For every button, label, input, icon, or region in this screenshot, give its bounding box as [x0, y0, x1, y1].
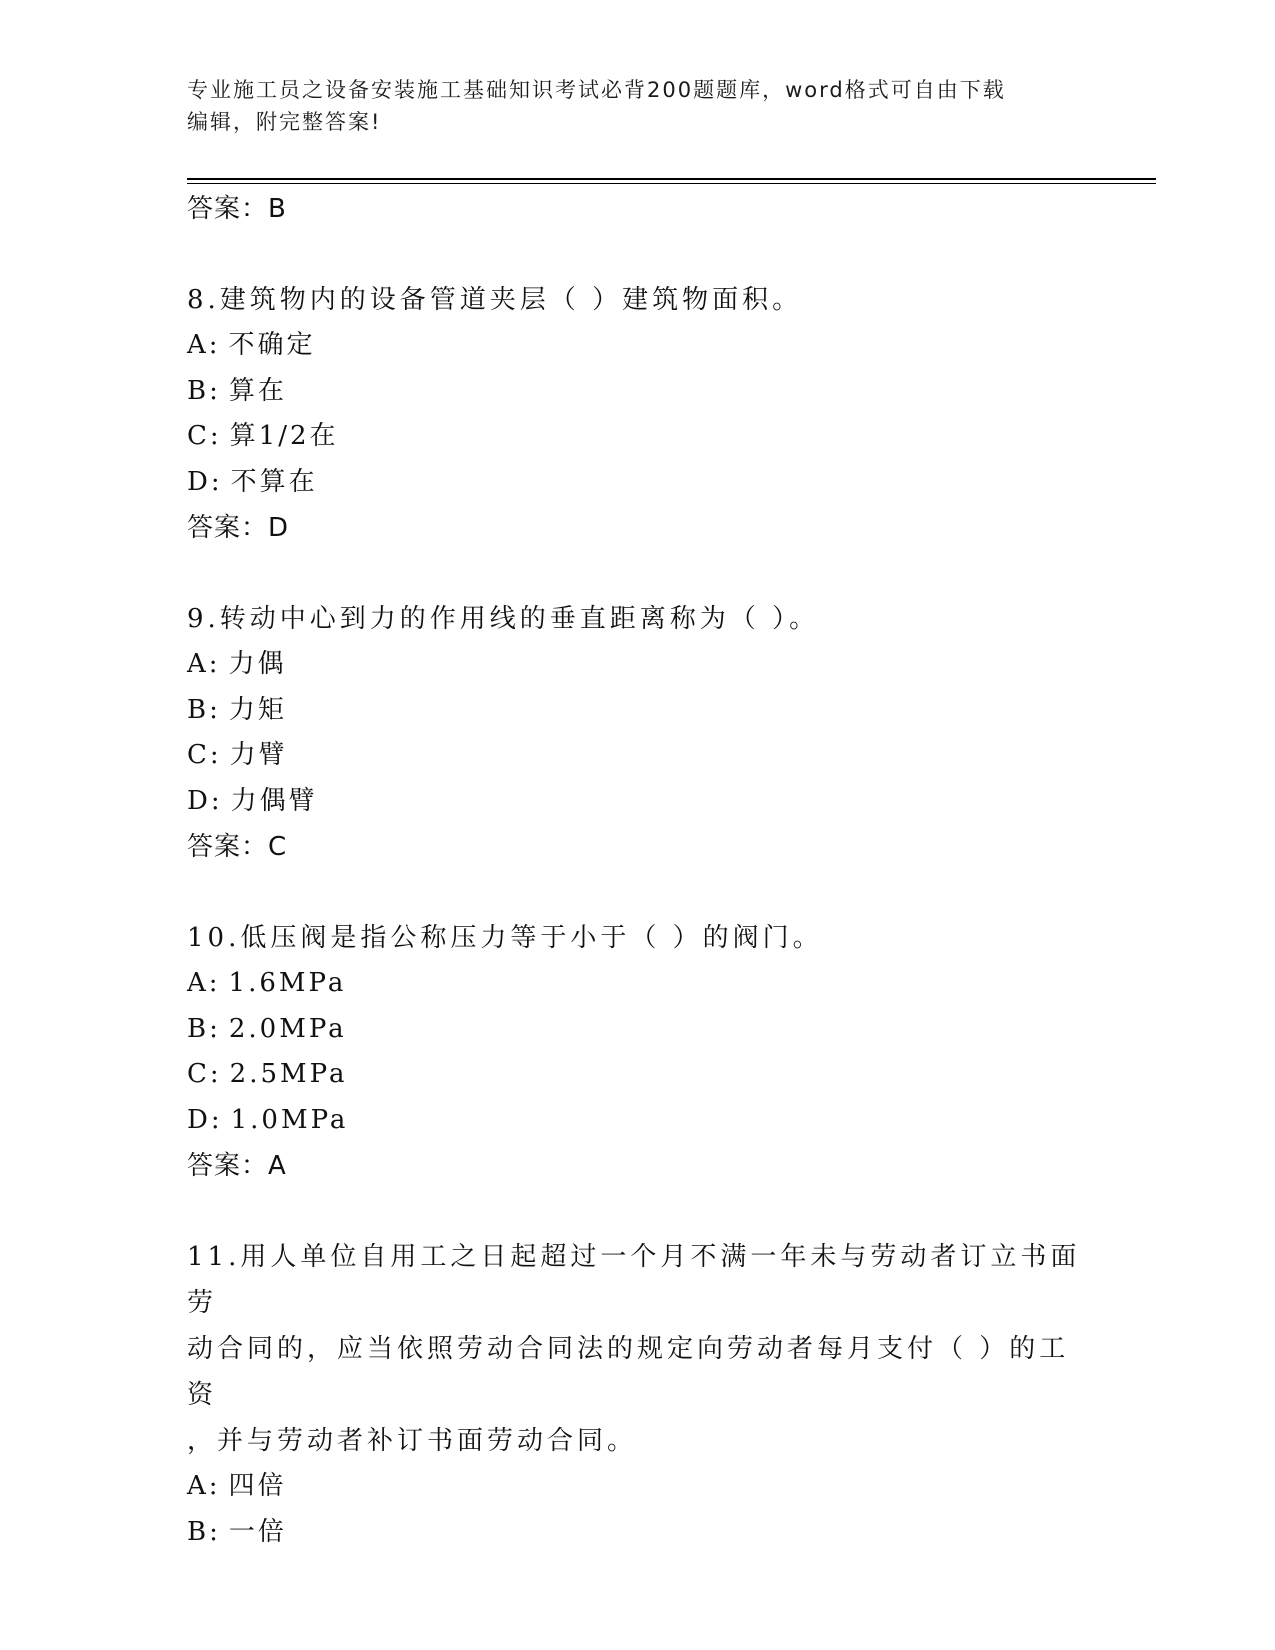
question-block [187, 1234, 1087, 1555]
answer-line: 答案：C [187, 832, 288, 862]
option-text: 四倍 [228, 1471, 287, 1501]
header-divider-thick [187, 178, 1156, 180]
option-text: 一倍 [228, 1516, 287, 1547]
option-text: 算1/2在 [229, 421, 339, 451]
option-text: 力偶 [228, 649, 287, 679]
option-b [187, 1007, 1087, 1053]
question-list [187, 186, 1087, 1555]
question-block [187, 277, 1087, 551]
question-block [187, 915, 1087, 1189]
option-label: B: [187, 1013, 221, 1044]
option-text: 力矩 [228, 694, 287, 725]
question-text-line-3: ，并与劳动者补订书面劳动合同。 [187, 1426, 638, 1456]
question-text-line-1: 11.用人单位自用工之日起超过一个月不满一年未与劳动者订立书面劳 [187, 1242, 1081, 1318]
header-line-1: 专业施工员之设备安装施工基础知识考试必背200题题库，word格式可自由下载 [187, 78, 1006, 102]
option-text: 力臂 [229, 740, 288, 770]
option-label: B: [187, 1516, 221, 1547]
option-label: B: [187, 694, 221, 725]
option-label: C: [187, 1059, 222, 1089]
option-text: 不确定 [228, 330, 316, 360]
answer-line: 答案：D [187, 513, 290, 543]
header-line-2: 编辑，附完整答案! [187, 110, 382, 134]
option-label: A: [187, 1471, 221, 1501]
option-text: 2.0MPa [228, 1013, 347, 1044]
question-text: 8.建筑物内的设备管道夹层（ ）建筑物面积。 [187, 285, 803, 315]
option-c [187, 414, 1087, 460]
option-text: 1.6MPa [228, 968, 347, 998]
question-text: 9.转动中心到力的作用线的垂直距离称为（ ）。 [187, 604, 820, 634]
option-c [187, 1052, 1087, 1098]
option-b [187, 369, 1087, 415]
option-label: C: [187, 421, 222, 451]
option-d [187, 1098, 1087, 1144]
option-a [187, 961, 1087, 1007]
option-text: 不算在 [230, 466, 318, 497]
option-text: 算在 [228, 375, 287, 406]
option-label: A: [187, 968, 221, 998]
option-a [187, 1464, 1087, 1510]
option-label: C: [187, 740, 222, 770]
option-text: 1.0MPa [230, 1104, 349, 1135]
option-text: 2.5MPa [229, 1059, 348, 1089]
document-header [187, 74, 1067, 138]
option-d [187, 460, 1087, 506]
answer-line: 答案：B [187, 194, 287, 224]
header-divider-thin [187, 183, 1156, 184]
question-text: 10.低压阀是指公称压力等于小于（ ）的阀门。 [187, 923, 823, 953]
option-b [187, 1510, 1087, 1556]
question-text-line-2: 动合同的，应当依照劳动合同法的规定向劳动者每月支付（ ）的工资 [187, 1334, 1070, 1410]
option-d [187, 779, 1087, 825]
option-label: A: [187, 649, 221, 679]
option-a [187, 323, 1087, 369]
option-label: D: [187, 1104, 223, 1135]
question-block [187, 596, 1087, 870]
answer-line: 答案：A [187, 1151, 287, 1181]
option-label: D: [187, 466, 223, 497]
option-b [187, 688, 1087, 734]
option-label: A: [187, 330, 221, 360]
option-a [187, 642, 1087, 688]
option-label: D: [187, 785, 223, 816]
option-label: B: [187, 375, 221, 406]
option-text: 力偶臂 [230, 785, 318, 816]
option-c [187, 733, 1087, 779]
